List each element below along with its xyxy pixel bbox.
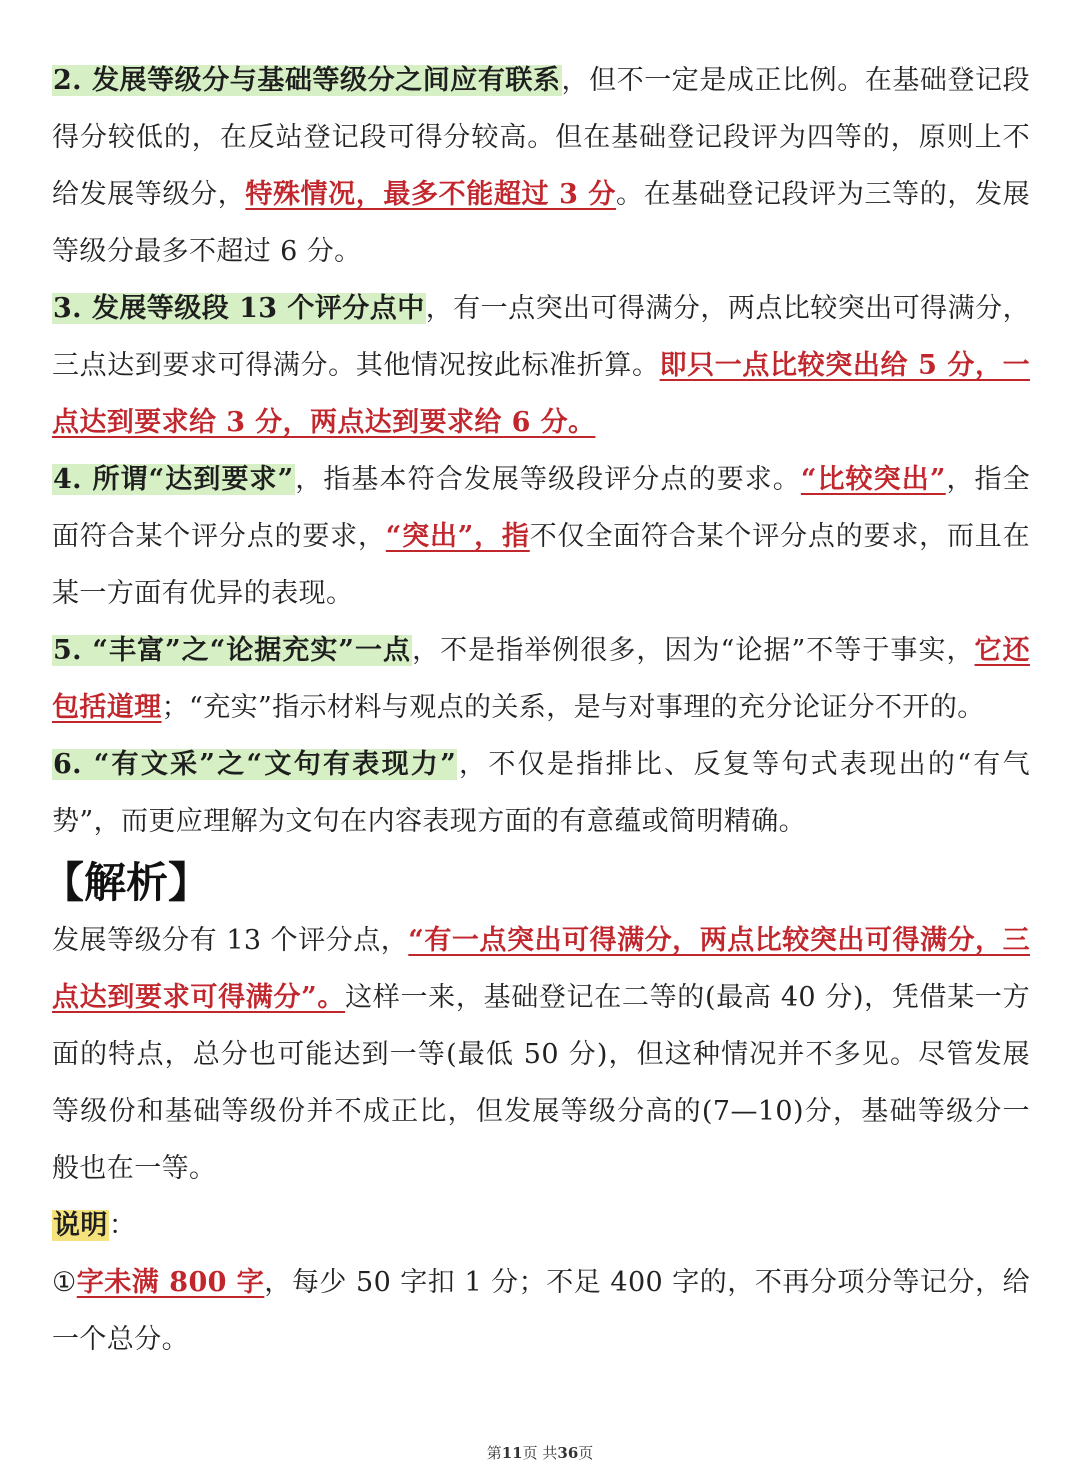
paragraph-3 xyxy=(52,280,1030,451)
paragraph-5-lead: 5. “丰富”之“论据充实”一点 xyxy=(53,635,412,666)
paragraph-6-text-1: ，不仅是指排比、反复等句式表现出的“有气势”，而更应理解为文句在内容表现方面的有意蕴或简明精确。 xyxy=(52,749,1030,837)
footer-prefix: 第 xyxy=(486,1444,502,1462)
paragraph-5-text-2: ；“充实”指示材料与观点的关系，是与对事理的充分论证分不开的。 xyxy=(161,692,985,723)
note-label-line xyxy=(52,1197,1030,1254)
paragraph-3-red-emphasis: 即只一点比较突出给 5 分，一点达到要求给 3 分，两点达到要求给 6 分。 xyxy=(52,350,1030,438)
note-item-text: ，每少 50 字扣 1 分；不足 400 字的，不再分项分等记分，给一个总分。 xyxy=(52,1267,1030,1355)
paragraph-3-text-1: ，有一点突出可得满分，两点比较突出可得满分，三点达到要求可得满分。其他情况按此标准折算。 xyxy=(52,293,1030,381)
analysis-text-1: 发展等级分有 13 个评分点， xyxy=(52,925,409,956)
footer-page-number: 11 xyxy=(501,1444,523,1462)
paragraph-5-red-emphasis: 它还包括道理 xyxy=(52,635,1030,723)
paragraph-4-lead: 4. 所谓“达到要求” xyxy=(53,464,294,495)
analysis-paragraph xyxy=(52,912,1030,1197)
note-item-red-emphasis: 字未满 800 字 xyxy=(76,1267,265,1298)
footer-middle: 页 共 xyxy=(522,1444,558,1462)
note-item-marker: ① xyxy=(52,1267,77,1298)
note-colon: ： xyxy=(108,1210,137,1241)
paragraph-4-text-2: ，指全面符合某个评分点的要求， xyxy=(52,464,1031,552)
analysis-heading: 【解析】 xyxy=(42,858,211,907)
footer-suffix: 页 xyxy=(578,1444,594,1462)
paragraph-3-lead: 3. 发展等级段 13 个评分点中 xyxy=(53,293,425,324)
note-label: 说明 xyxy=(53,1210,108,1241)
page-footer xyxy=(0,1442,1080,1463)
paragraph-6 xyxy=(52,736,1030,850)
paragraph-2-red-emphasis: 特殊情况，最多不能超过 3 分 xyxy=(245,179,616,210)
paragraph-5 xyxy=(52,622,1030,736)
paragraph-4-text-3: 不仅全面符合某个评分点的要求，而且在某一方面有优异的表现。 xyxy=(52,521,1030,609)
paragraph-2-text-1: ，但不一定是成正比例。在基础登记段得分较低的，在反站登记段可得分较高。但在基础登记段评为四等的，原则上不给发展等级分， xyxy=(52,65,1030,210)
note-item-1 xyxy=(52,1254,1030,1368)
paragraph-2-lead: 2. 发展等级分与基础等级分之间应有联系 xyxy=(53,65,561,96)
paragraph-4-text-1: ，指基本符合发展等级段评分点的要求。 xyxy=(294,464,801,495)
paragraph-4-red-emphasis-1: “比较突出” xyxy=(800,464,946,495)
paragraph-4-red-emphasis-2: “突出”，指 xyxy=(385,521,530,552)
analysis-red-quote: “有一点突出可得满分，两点比较突出可得满分，三点达到要求可得满分”。 xyxy=(52,925,1030,1013)
paragraph-2 xyxy=(52,52,1030,280)
analysis-text-2: 这样一来，基础登记在二等的(最高 40 分)，凭借某一方面的特点，总分也可能达到一等(最低 50 分)，但这种情况并不多见。尽管发展等级份和基础等级份并不成正比，但发展等级分高的(7—10)分，基础等级分一般也在一等。 xyxy=(52,982,1030,1184)
paragraph-5-text-1: ，不是指举例很多，因为“论据”不等于事实， xyxy=(412,635,975,666)
paragraph-6-lead: 6. “有文采”之“文句有表现力” xyxy=(53,749,457,780)
paragraph-4 xyxy=(52,451,1030,622)
document-page xyxy=(42,52,1031,1368)
paragraph-2-text-2: 。在基础登记段评为三等的，发展等级分最多不超过 6 分。 xyxy=(52,179,1030,267)
footer-total-pages: 36 xyxy=(557,1444,579,1462)
